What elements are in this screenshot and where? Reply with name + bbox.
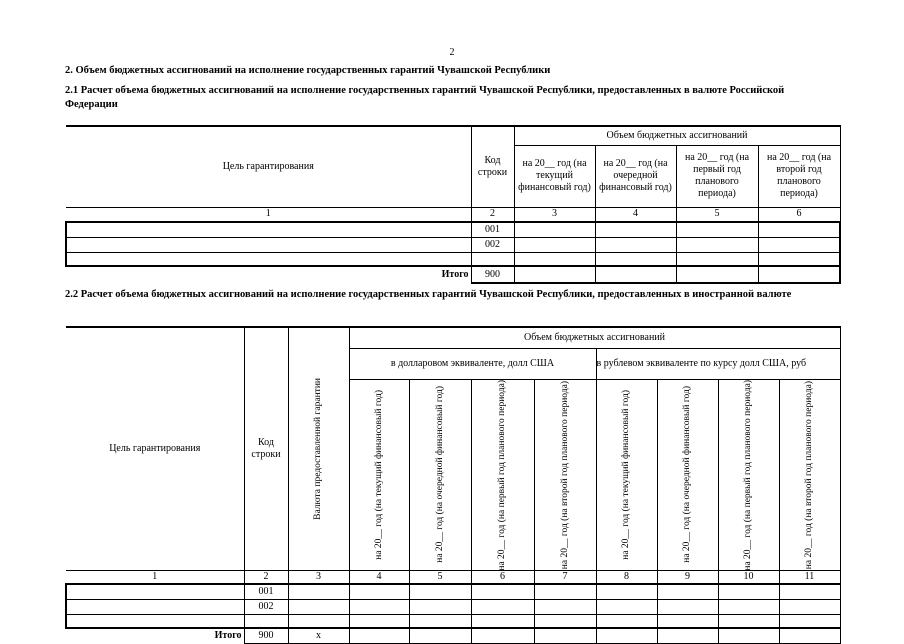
goal-cell: [66, 584, 244, 599]
value-cell: [657, 599, 718, 614]
table-rub-guarantees: [65, 125, 841, 284]
period-header: на 20__ год (на текущий финансовый год): [349, 379, 409, 571]
volume-header: Объем бюджетных ассигнований: [514, 126, 840, 145]
column-number: 3: [514, 207, 595, 222]
table-foreign-guarantees: [65, 326, 841, 644]
value-cell: [349, 599, 409, 614]
value-cell: [657, 584, 718, 599]
column-number: 5: [676, 207, 758, 222]
value-cell: [758, 237, 840, 252]
value-cell: [657, 614, 718, 628]
value-cell: [534, 614, 596, 628]
goal-cell: [66, 222, 471, 237]
value-cell: [595, 222, 676, 237]
value-cell: [471, 584, 534, 599]
column-number: 4: [595, 207, 676, 222]
volume-header: Объем бюджетных ассигнований: [349, 327, 840, 348]
value-cell: [758, 222, 840, 237]
table-row: [66, 237, 840, 252]
code-header: Код строки: [471, 126, 514, 207]
value-cell: [676, 237, 758, 252]
value-cell: [676, 222, 758, 237]
period-header: на 20__ год (на первый год планового периода): [676, 145, 758, 207]
value-cell: [409, 584, 471, 599]
section-2-title: 2. Объем бюджетных ассигнований на исполнение государственных гарантий Чувашской Республики: [65, 65, 551, 76]
section-2-1-title: 2.1 Расчет объема бюджетных ассигнований на исполнение государственных гарантий Чувашской Республики, предоставленных в валюте Российской Федерации: [65, 85, 785, 110]
value-cell: [779, 614, 840, 628]
value-cell: [596, 628, 657, 643]
value-cell: [409, 599, 471, 614]
code-cell: [244, 614, 288, 628]
value-cell: [349, 628, 409, 643]
period-header: на 20__ год (на второй год планового периода): [779, 379, 840, 571]
section-2-2-title: 2.2 Расчет объема бюджетных ассигнований на исполнение государственных гарантий Чувашской Республики, предоставленных в иностранной валюте: [65, 289, 792, 300]
value-cell: [534, 599, 596, 614]
value-cell: [779, 599, 840, 614]
value-cell: [779, 628, 840, 643]
value-cell: [718, 614, 779, 628]
value-cell: [758, 266, 840, 283]
code-cell: 002: [471, 237, 514, 252]
value-cell: [534, 584, 596, 599]
total-label: Итого: [66, 266, 471, 283]
total-row: [66, 628, 840, 643]
value-cell: [349, 584, 409, 599]
column-number: 5: [409, 571, 471, 585]
column-number: 3: [288, 571, 349, 585]
code-cell: 002: [244, 599, 288, 614]
value-cell: [718, 584, 779, 599]
value-cell: [596, 584, 657, 599]
column-number: 8: [596, 571, 657, 585]
value-cell: [676, 266, 758, 283]
total-label: Итого: [66, 628, 244, 643]
period-header: на 20__ год (на текущий финансовый год): [514, 145, 595, 207]
table-row: [66, 252, 840, 266]
usd-header: в долларовом эквиваленте, долл США: [349, 348, 596, 379]
column-number: 4: [349, 571, 409, 585]
value-cell: [349, 614, 409, 628]
period-header: на 20__ год (на второй год планового периода): [758, 145, 840, 207]
value-cell: [514, 237, 595, 252]
value-cell: [409, 628, 471, 643]
value-cell: [514, 266, 595, 283]
goal-cell: [66, 599, 244, 614]
goal-header: Цель гарантирования: [66, 126, 471, 207]
table-row: [66, 584, 840, 599]
column-number: 2: [244, 571, 288, 585]
column-number: 10: [718, 571, 779, 585]
period-header: на 20__ год (на текущий финансовый год): [596, 379, 657, 571]
currency-cell: [288, 614, 349, 628]
value-cell: [657, 628, 718, 643]
value-cell: [758, 252, 840, 266]
column-number: 1: [66, 207, 471, 222]
code-cell: 001: [471, 222, 514, 237]
period-header: на 20__ год (на очередной финансовый год): [409, 379, 471, 571]
code-header: Код строки: [244, 327, 288, 571]
value-cell: [718, 599, 779, 614]
value-cell: [596, 599, 657, 614]
total-code: 900: [244, 628, 288, 643]
goal-header: Цель гарантирования: [66, 327, 244, 571]
column-number: 9: [657, 571, 718, 585]
period-header: на 20__ год (на первый год планового периода): [718, 379, 779, 571]
total-code: 900: [471, 266, 514, 283]
total-row: [66, 266, 840, 283]
value-cell: [595, 252, 676, 266]
value-cell: [779, 584, 840, 599]
column-number: 2: [471, 207, 514, 222]
value-cell: [534, 628, 596, 643]
value-cell: [596, 614, 657, 628]
column-number: 6: [471, 571, 534, 585]
value-cell: [595, 237, 676, 252]
currency-cell: [288, 584, 349, 599]
value-cell: [514, 252, 595, 266]
period-header: на 20__ год (на второй год планового периода): [534, 379, 596, 571]
goal-cell: [66, 252, 471, 266]
period-header: на 20__ год (на очередной финансовый год): [595, 145, 676, 207]
currency-header: Валюта предоставленной гарантии: [288, 327, 349, 571]
currency-cell: [288, 599, 349, 614]
value-cell: [471, 614, 534, 628]
value-cell: [718, 628, 779, 643]
period-header: на 20__ год (на первый год планового периода): [471, 379, 534, 571]
column-number: 11: [779, 571, 840, 585]
value-cell: [471, 628, 534, 643]
total-currency: x: [288, 628, 349, 643]
value-cell: [514, 222, 595, 237]
value-cell: [595, 266, 676, 283]
value-cell: [676, 252, 758, 266]
column-number: 1: [66, 571, 244, 585]
code-cell: [471, 252, 514, 266]
column-number: 7: [534, 571, 596, 585]
rub-header: в рублевом эквиваленте по курсу долл США, руб: [596, 348, 840, 379]
value-cell: [471, 599, 534, 614]
page-number: 2: [449, 47, 455, 58]
code-cell: 001: [244, 584, 288, 599]
value-cell: [409, 614, 471, 628]
table-row: [66, 599, 840, 614]
column-number: 6: [758, 207, 840, 222]
table-row: [66, 614, 840, 628]
goal-cell: [66, 614, 244, 628]
table-row: [66, 222, 840, 237]
goal-cell: [66, 237, 471, 252]
period-header: на 20__ год (на очередной финансовый год): [657, 379, 718, 571]
